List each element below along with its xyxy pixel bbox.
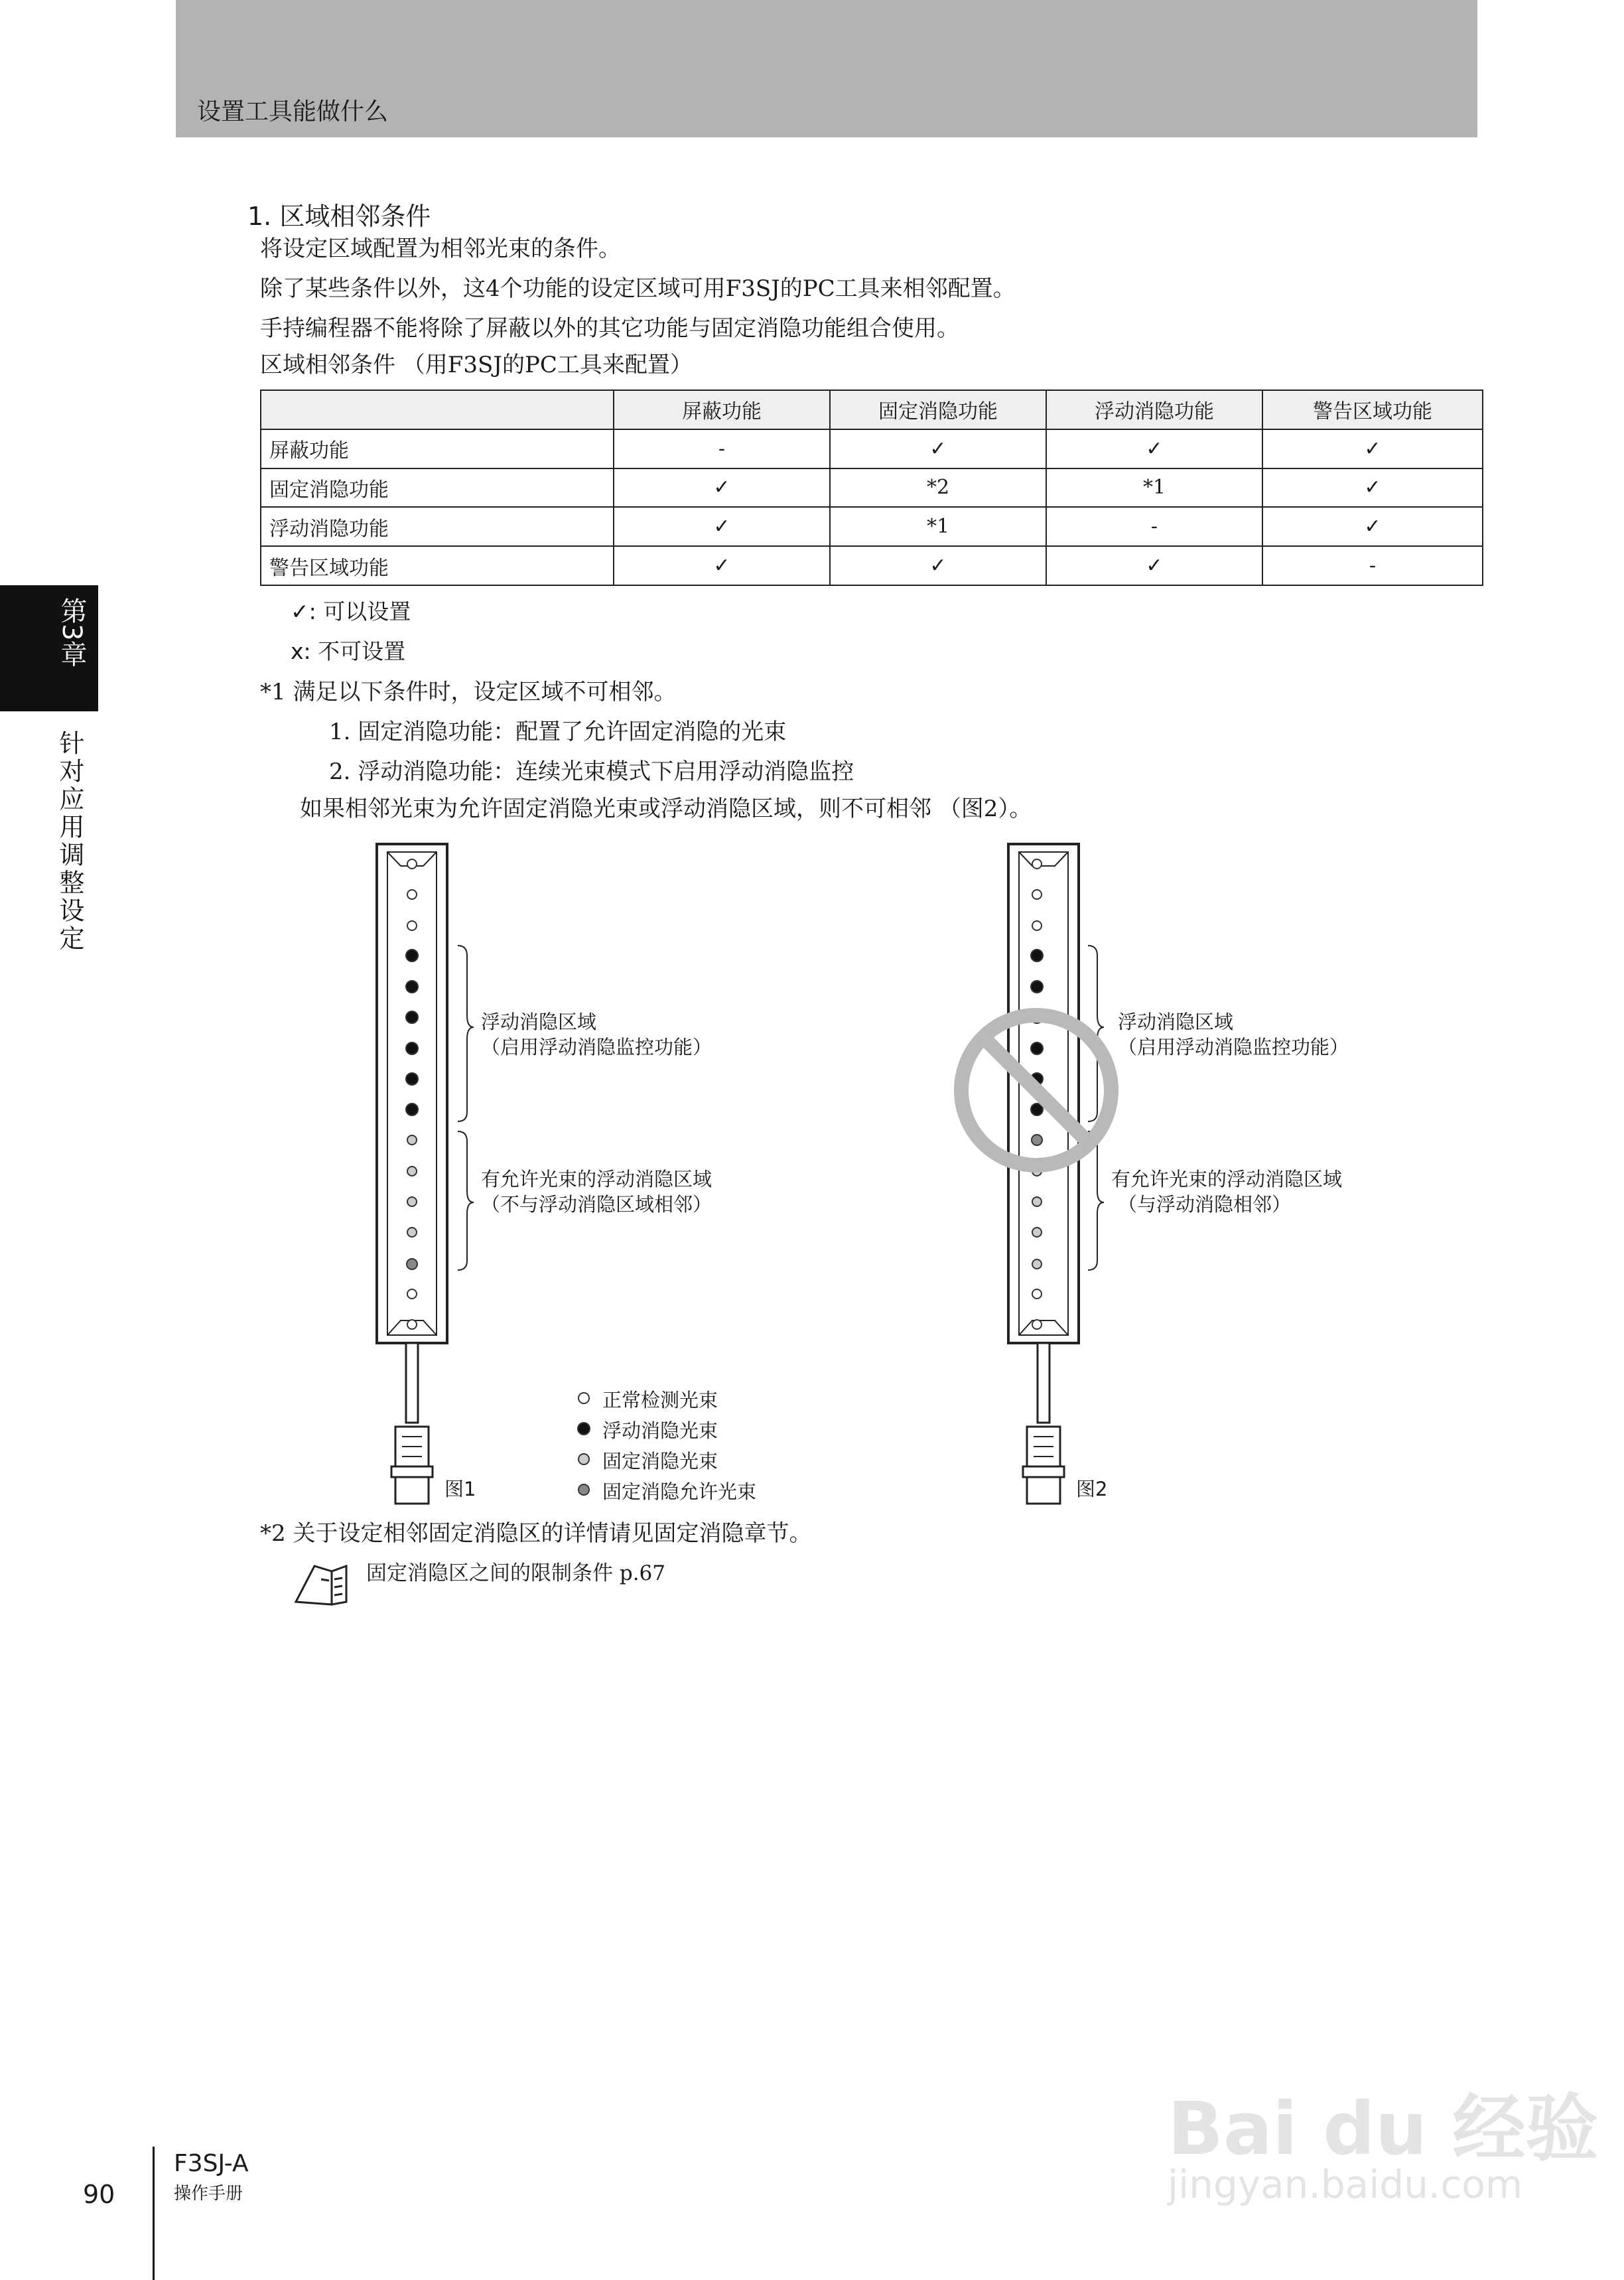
table-cell: - xyxy=(1262,546,1483,585)
table-cell: ✓ xyxy=(614,507,830,546)
key-check: ✓: 可以设置 xyxy=(291,599,411,624)
fig1-zone2-line2: （不与浮动消隐区域相邻） xyxy=(481,1193,712,1216)
footer-divider xyxy=(153,2147,155,2280)
table-cell: ✓ xyxy=(1046,546,1262,585)
table-cell: *1 xyxy=(1046,468,1262,508)
watermark-url: jingyan.baidu.com xyxy=(1168,2162,1523,2207)
legend-fixed-allowed: 固定消隐允许光束 xyxy=(602,1480,757,1503)
note1-item-2: 2. 浮动消隐功能：连续光束模式下启用浮动消隐监控 xyxy=(329,758,854,785)
note1-item-1: 1. 固定消隐功能：配置了允许固定消隐的光束 xyxy=(329,719,787,745)
legend-floating: 浮动消隐光束 xyxy=(602,1419,718,1442)
fig1-zone1-line1: 浮动消隐区域 xyxy=(481,1011,597,1033)
row-label: 浮动消隐功能 xyxy=(261,507,614,546)
fig1-zone2-line1: 有允许光束的浮动消隐区域 xyxy=(481,1168,712,1190)
table-cell: ✓ xyxy=(830,546,1046,585)
section-title: 1. 区域相邻条件 xyxy=(247,202,431,231)
fig1-zone1-line2: （启用浮动消隐监控功能） xyxy=(481,1036,712,1058)
table-cell: ✓ xyxy=(614,468,830,508)
fig2-zone2-line1: 有允许光束的浮动消隐区域 xyxy=(1111,1168,1343,1190)
table-header-cell: 浮动消隐功能 xyxy=(1046,390,1262,429)
table-cell: - xyxy=(614,429,830,468)
sensor-2 xyxy=(1008,844,1079,1504)
table-cell: *2 xyxy=(830,468,1046,508)
fig2-zone1-line2: （启用浮动消隐监控功能） xyxy=(1118,1036,1349,1058)
watermark-brand: Bai du 经验 xyxy=(1168,2086,1599,2171)
fig2-zone1-line1: 浮动消隐区域 xyxy=(1118,1011,1234,1033)
row-label: 警告区域功能 xyxy=(261,546,614,585)
legend-normal: 正常检测光束 xyxy=(602,1389,718,1411)
legend-fixed-icon xyxy=(578,1454,589,1464)
intro-line-1: 将设定区域配置为相邻光束的条件。 xyxy=(260,236,621,262)
footer-model: F3SJ-A xyxy=(174,2150,249,2177)
fig2-caption: 图2 xyxy=(1076,1478,1108,1500)
table-cell: ✓ xyxy=(1046,429,1262,468)
table-caption: 区域相邻条件 （用F3SJ的PC工具来配置） xyxy=(260,352,693,378)
legend-fixed: 固定消隐光束 xyxy=(602,1450,718,1472)
footer-manual: 操作手册 xyxy=(174,2184,243,2204)
page-number: 90 xyxy=(83,2180,115,2209)
fig2-zone2-line2: （与浮动消隐相邻） xyxy=(1118,1193,1292,1216)
legend-normal-icon xyxy=(578,1393,589,1403)
table-header-cell: 警告区域功能 xyxy=(1262,390,1483,429)
table-cell: ✓ xyxy=(1262,429,1483,468)
table-header-cell: 固定消隐功能 xyxy=(830,390,1046,429)
book-icon xyxy=(296,1566,346,1604)
chapter-label: 第3章 xyxy=(56,597,87,668)
note2-title: *2 关于设定相邻固定消隐区的详情请见固定消隐章节。 xyxy=(260,1520,812,1547)
intro-line-2: 除了某些条件以外，这4个功能的设定区域可用F3SJ的PC工具来相邻配置。 xyxy=(260,275,1016,302)
table-cell: *1 xyxy=(830,507,1046,546)
legend-fixed-allowed-icon xyxy=(578,1484,589,1495)
table-cell: ✓ xyxy=(614,546,830,585)
table-cell: ✓ xyxy=(1262,468,1483,508)
fig1-caption: 图1 xyxy=(444,1478,476,1500)
table-cell: ✓ xyxy=(1262,507,1483,546)
note1-tail: 如果相邻光束为允许固定消隐光束或浮动消隐区域，则不可相邻 （图2）。 xyxy=(300,796,1032,822)
row-label: 屏蔽功能 xyxy=(261,429,614,468)
chapter-title: 针对应用调整设定 xyxy=(55,730,84,953)
table-header-cell: 屏蔽功能 xyxy=(614,390,830,429)
key-x: x: 不可设置 xyxy=(291,638,406,664)
row-label: 固定消隐功能 xyxy=(261,468,614,508)
note2-reference: 固定消隐区之间的限制条件 p.67 xyxy=(366,1561,665,1585)
table-cell: - xyxy=(1046,507,1262,546)
page-header-title: 设置工具能做什么 xyxy=(197,98,389,125)
intro-line-3: 手持编程器不能将除了屏蔽以外的其它功能与固定消隐功能组合使用。 xyxy=(260,315,959,342)
legend-floating-icon xyxy=(578,1423,590,1435)
table-cell: ✓ xyxy=(830,429,1046,468)
note1-title: *1 满足以下条件时，设定区域不可相邻。 xyxy=(260,679,677,705)
